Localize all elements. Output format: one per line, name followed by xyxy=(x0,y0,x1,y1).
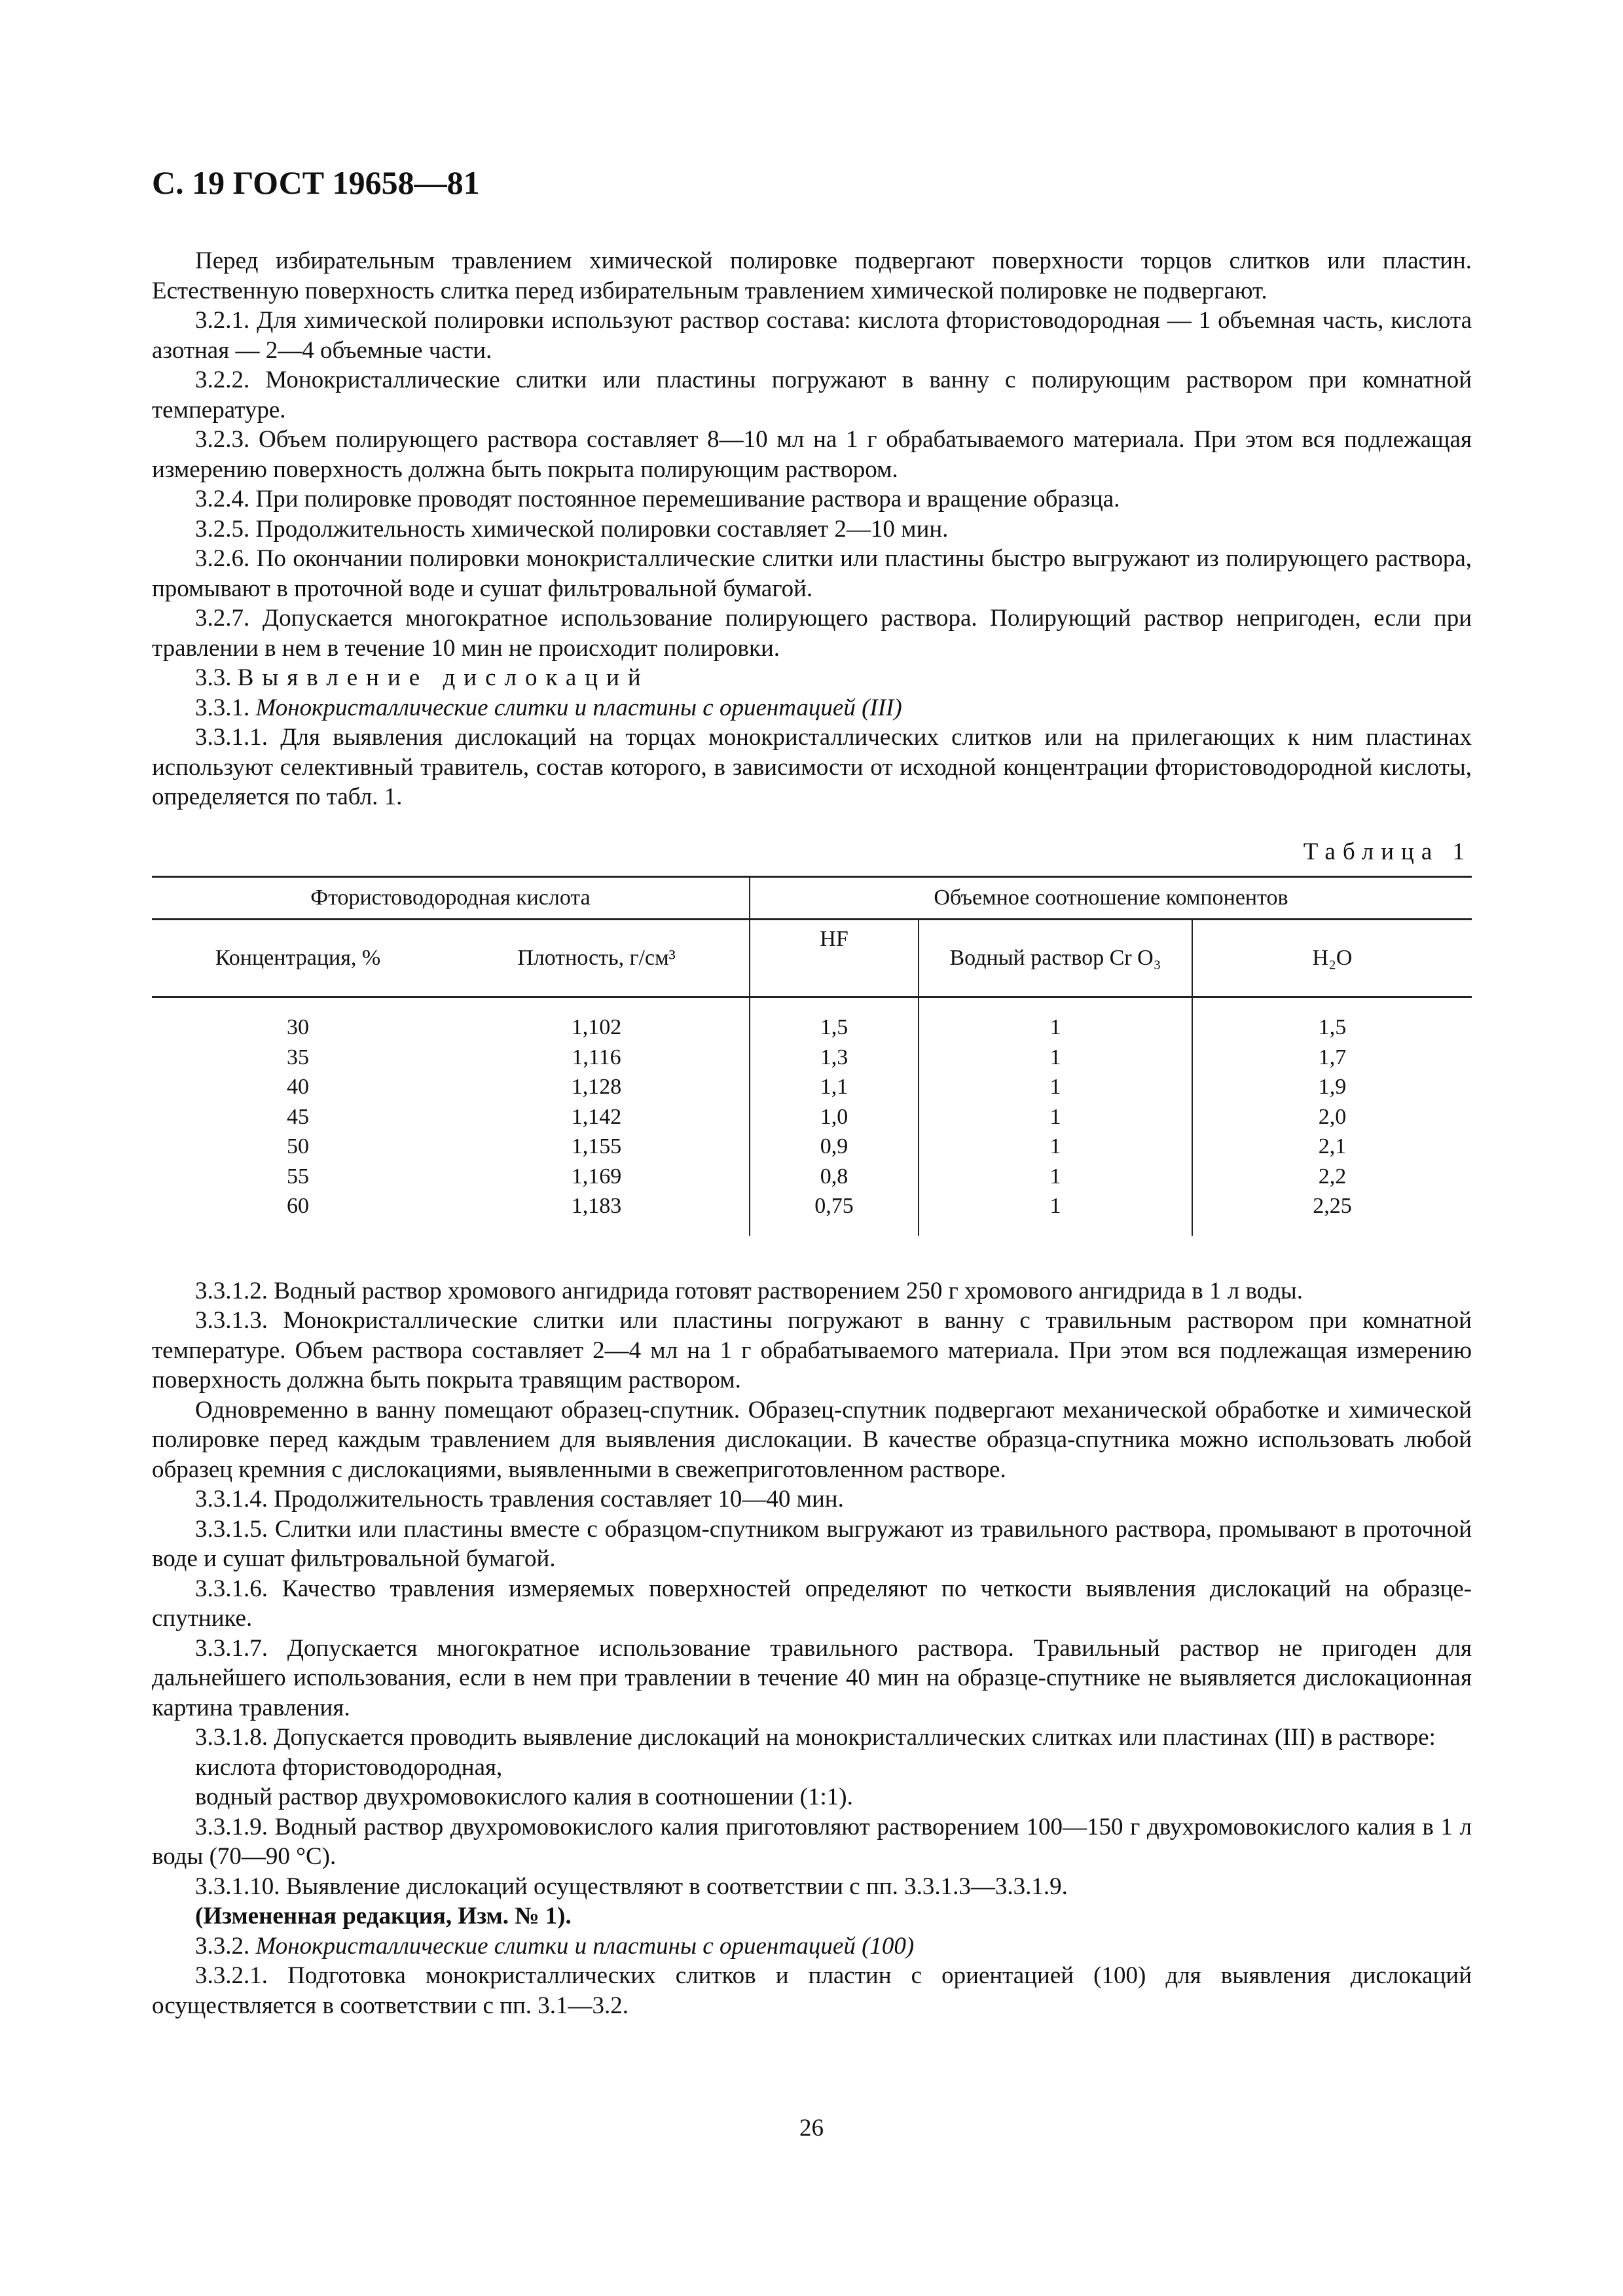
cell-h2o: 1,5 xyxy=(1318,1015,1347,1039)
paragraph: 3.3.1.4. Продолжительность травления составляет 10—40 мин. xyxy=(195,1486,844,1513)
paragraph: 3.2.7. Допускается многократное использование полирующего раствора. Полирующий раствор непригоден, если при травлении в нем в течение 10 мин не происходит полировки. xyxy=(152,605,1472,662)
column-header-cro3: Водный раствор Cr O₃ xyxy=(919,920,1192,997)
section-3-3-title: Выявление дислокаций xyxy=(237,664,649,691)
section-3-3-1-heading xyxy=(152,693,1472,723)
cell-concentration: 50 xyxy=(287,1134,309,1158)
table-row xyxy=(152,1102,1472,1132)
paragraph: 3.2.4. При полировке проводят постоянное перемешивание раствора и вращение образца. xyxy=(195,486,1120,512)
cell-h2o: 1,7 xyxy=(1318,1045,1347,1069)
cell-hf: 0,9 xyxy=(750,1132,919,1162)
cell-h2o: 2,0 xyxy=(1318,1104,1347,1129)
paragraph: Одновременно в ванну помещают образец-спутник. Образец-спутник подвергают механической обработке и химической полировке перед каждым травлением для выявления дислокации. В качестве образца-спутника можно использовать любой образец кремния с дислокациями, выявленными в свежеприготовленном растворе. xyxy=(152,1396,1472,1483)
paragraph-3-3-2-1: 3.3.2.1. Подготовка монокристаллических слитков и пластин с ориентацией (100) для выявления дислокаций осуществляется в соответствии с пп. 3.1—3.2. xyxy=(152,1962,1472,2019)
section-3-3-2-heading xyxy=(152,1931,1472,1962)
cell-concentration: 45 xyxy=(287,1104,309,1129)
document-header: С. 19 ГОСТ 19658—81 xyxy=(152,164,480,201)
section-3-3-heading xyxy=(152,663,1472,693)
paragraph: 3.2.1. Для химической полировки используют раствор состава: кислота фтористоводородная — 1 объемная часть, кислота азотная — 2—4 объемные части. xyxy=(152,307,1472,364)
cell-density: 1,155 xyxy=(444,1132,750,1162)
section-3-3-number: 3.3. xyxy=(195,664,232,691)
paragraph: кислота фтористоводородная, xyxy=(195,1753,503,1781)
table-row xyxy=(152,1191,1472,1236)
etchant-composition-table xyxy=(152,876,1472,1236)
paragraph: 3.2.2. Монокристаллические слитки или пластины погружают в ванну с полирующим раствором при комнатной температуре. xyxy=(152,367,1472,423)
cell-cro3: 1 xyxy=(919,997,1192,1043)
table-title: Таблица 1 xyxy=(1303,838,1472,865)
paragraph: 3.3.1.2. Водный раствор хромового ангидрида готовят растворением 250 г хромового ангидрида в 1 л воды. xyxy=(195,1277,1304,1304)
paragraph-list-after xyxy=(152,1276,1472,1931)
cell-concentration: 35 xyxy=(287,1045,309,1069)
column-header-hf: HF xyxy=(750,920,919,997)
cell-density: 1,102 xyxy=(444,997,750,1043)
section-3-3-2-title: Монокристаллические слитки и пластины с ориентацией (100) xyxy=(255,1932,915,1960)
paragraph: 3.3.1.9. Водный раствор двухромовокислого калия приготовляют растворением 100—150 г двухромовокислого калия в 1 л воды (70—90 °С). xyxy=(152,1813,1472,1870)
section-3-3-1-number: 3.3.1. xyxy=(195,694,250,721)
cell-cro3: 1 xyxy=(919,1043,1192,1073)
table-row xyxy=(152,997,1472,1043)
paragraph: водный раствор двухромовокислого калия в соотношении (1:1). xyxy=(195,1784,853,1810)
cell-h2o: 2,1 xyxy=(1318,1134,1347,1158)
cell-cro3: 1 xyxy=(919,1072,1192,1102)
table-row xyxy=(152,1043,1472,1073)
table-group-hf-acid: Фтористоводородная кислота xyxy=(152,877,750,920)
cell-concentration: 55 xyxy=(287,1164,309,1189)
cell-h2o: 2,25 xyxy=(1313,1194,1352,1218)
cell-concentration: 60 xyxy=(287,1194,309,1218)
cell-hf: 1,0 xyxy=(750,1102,919,1132)
cell-concentration: 40 xyxy=(287,1075,309,1099)
section-3-3-2-number: 3.3.2. xyxy=(195,1932,250,1960)
cell-hf: 0,8 xyxy=(750,1162,919,1192)
table-group-volume-ratio: Объемное соотношение компонентов xyxy=(750,877,1472,920)
cell-cro3: 1 xyxy=(919,1162,1192,1192)
cell-hf: 1,5 xyxy=(750,997,919,1043)
cell-density: 1,116 xyxy=(444,1043,750,1073)
paragraph: 3.3.1.7. Допускается многократное использование травильного раствора. Травильный раствор не пригоден для дальнейшего использования, если в нем при травлении в течение 40 мин на образце-спутнике не выявляется дислокационная картина травления. xyxy=(152,1634,1472,1721)
table-row xyxy=(152,1162,1472,1192)
paragraph: 3.3.1.3. Монокристаллические слитки или пластины погружают в ванну с травильным раствором при комнатной температуре. Объем раствора составляет 2—4 мл на 1 г обрабатываемого материала. При этом вся подлежащая измерению поверхность должна быть покрыта травящим раствором. xyxy=(152,1307,1472,1393)
table-body xyxy=(152,997,1472,1236)
paragraph: 3.3.1.6. Качество травления измеряемых поверхностей определяют по четкости выявления дислокаций на образце-спутнике. xyxy=(152,1575,1472,1632)
paragraph: 3.2.6. По окончании полировки монокристаллические слитки или пластины быстро выгружают из полирующего раствора, промывают в проточной воде и сушат фильтровальной бумагой. xyxy=(152,545,1472,602)
column-header-concentration: Концентрация, % xyxy=(152,920,444,997)
cell-density: 1,169 xyxy=(444,1162,750,1192)
paragraph: (Измененная редакция, Изм. № 1). xyxy=(195,1903,572,1929)
page-number: 26 xyxy=(799,2115,824,2142)
cell-density: 1,183 xyxy=(444,1191,750,1236)
cell-cro3: 1 xyxy=(919,1191,1192,1236)
cell-concentration: 30 xyxy=(287,1015,309,1039)
cell-h2o: 1,9 xyxy=(1318,1075,1347,1099)
cell-h2o: 2,2 xyxy=(1318,1164,1347,1189)
cell-hf: 1,3 xyxy=(750,1043,919,1073)
paragraph: 3.2.3. Объем полирующего раствора составляет 8—10 мл на 1 г обрабатываемого материала. При этом вся подлежащая измерению поверхность должна быть покрыта полирующим раствором. xyxy=(152,426,1472,483)
paragraph: 3.2.5. Продолжительность химической полировки составляет 2—10 мин. xyxy=(195,515,949,543)
document-body xyxy=(152,246,1472,2020)
column-header-h2o: H₂O xyxy=(1192,920,1472,997)
paragraph: Перед избирательным травлением химической полировке подвергают поверхности торцов слитков или пластин. Естественную поверхность слитка перед избирательным травлением химической полировке не подвергают. xyxy=(152,247,1472,304)
table-row xyxy=(152,1072,1472,1102)
cell-hf: 0,75 xyxy=(750,1191,919,1236)
cell-cro3: 1 xyxy=(919,1102,1192,1132)
cell-hf: 1,1 xyxy=(750,1072,919,1102)
cell-density: 1,128 xyxy=(444,1072,750,1102)
paragraph: 3.3.1.5. Слитки или пластины вместе с образцом-спутником выгружают из травильного раствора, промывают в проточной воде и сушат фильтровальной бумагой. xyxy=(152,1515,1472,1572)
paragraph: 3.3.1.8. Допускается проводить выявление дислокаций на монокристаллических слитках или пластинах (III) в растворе: xyxy=(195,1724,1436,1751)
section-3-3-1-title: Монокристаллические слитки и пластины с ориентацией (III) xyxy=(255,694,902,721)
paragraph-3-3-1-1: 3.3.1.1. Для выявления дислокаций на торцах монокристаллических слитков или на прилегающих к ним пластинах используют селективный травитель, состав которого, в зависимости от исходной концентрации фтористоводородной кислоты, определяется по табл. 1. xyxy=(152,724,1472,810)
cell-cro3: 1 xyxy=(919,1132,1192,1162)
column-header-density: Плотность, г/см³ xyxy=(444,920,750,997)
table-row xyxy=(152,1132,1472,1162)
paragraph: 3.3.1.10. Выявление дислокаций осуществляют в соответствии с пп. 3.3.1.3—3.3.1.9. xyxy=(195,1873,1068,1900)
cell-density: 1,142 xyxy=(444,1102,750,1132)
paragraph-list-before xyxy=(152,246,1472,663)
